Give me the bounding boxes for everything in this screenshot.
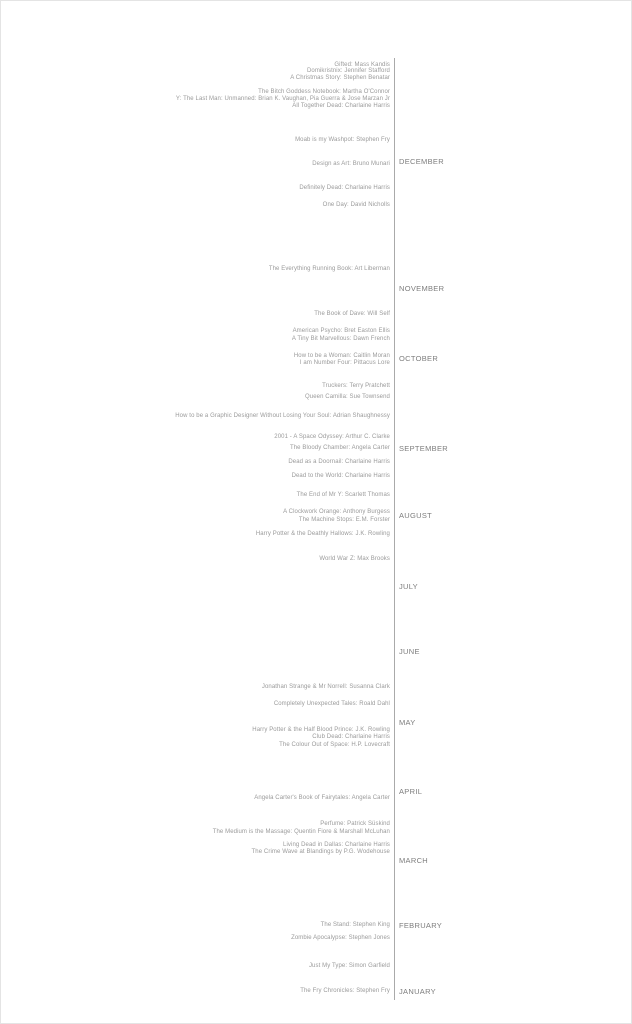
book-entry: Living Dead in Dallas: Charlaine Harris — [283, 842, 390, 848]
book-entry: The Machine Stops: E.M. Forster — [298, 517, 390, 523]
book-entry: I am Number Four: Pittacus Lore — [299, 360, 390, 366]
book-entry: The Bloody Chamber: Angela Carter — [289, 445, 390, 451]
book-entry: The Fry Chronicles: Stephen Fry — [300, 988, 390, 994]
book-entry: Perfume: Patrick Süskind — [320, 821, 390, 827]
book-entry: Design as Art: Bruno Munari — [312, 161, 390, 167]
book-entry: Truckers: Terry Pratchett — [322, 383, 390, 389]
book-entry: Harry Potter & the Half Blood Prince: J.K. Rowling — [252, 727, 390, 733]
book-entry: How to be a Woman: Caitlin Moran — [293, 353, 390, 359]
book-entry: Zombie Apocalypse: Stephen Jones — [291, 935, 390, 941]
book-entry: The Crime Wave at Blandings by P.G. Wodehouse — [251, 849, 390, 855]
month-label: MAY — [399, 718, 416, 727]
book-entry: Gifted: Mass Kandis — [334, 62, 390, 68]
month-label: AUGUST — [399, 511, 433, 520]
month-label: JANUARY — [399, 987, 436, 996]
book-entry: One Day: David Nicholls — [322, 202, 390, 208]
book-entry: Club Dead: Charlaine Harris — [312, 734, 390, 740]
book-entry: World War Z: Max Brooks — [319, 556, 390, 562]
book-entry: Harry Potter & the Deathly Hallows: J.K. Rowling — [255, 531, 390, 537]
book-entry: Definitely Dead: Charlaine Harris — [299, 185, 390, 191]
book-entry: Domikristnix: Jennifer Stafford — [306, 68, 390, 74]
book-entry: The Book of Dave: Will Self — [314, 311, 390, 317]
book-entry: Angela Carter's Book of Fairytales: Angela Carter — [254, 795, 390, 801]
book-entry: Dead as a Doornail: Charlaine Harris — [288, 459, 390, 465]
book-entry: A Tiny Bit Marvellous: Dawn French — [291, 336, 390, 342]
month-label: JULY — [399, 582, 418, 591]
book-entry: The Stand: Stephen King — [320, 922, 390, 928]
timeline-axis — [394, 58, 395, 1000]
book-entry: Jonathan Strange & Mr Norrell: Susanna Clark — [261, 684, 390, 690]
month-label: FEBRUARY — [399, 921, 443, 930]
book-entry: Completely Unexpected Tales: Roald Dahl — [273, 701, 390, 707]
book-entry: All Together Dead: Charlaine Harris — [292, 103, 390, 109]
month-label: APRIL — [399, 787, 423, 796]
month-label: NOVEMBER — [399, 284, 445, 293]
book-entry: Dead to the World: Charlaine Harris — [291, 473, 390, 479]
book-entry: A Christmas Story: Stephen Benatar — [290, 75, 390, 81]
book-entry: 2001 - A Space Odyssey: Arthur C. Clarke — [274, 434, 390, 440]
book-entry: Queen Camilla: Sue Townsend — [305, 394, 390, 400]
month-label: JUNE — [399, 647, 420, 656]
book-entry: A Clockwork Orange: Anthony Burgess — [283, 509, 390, 515]
book-entry: The End of Mr Y: Scarlett Thomas — [296, 492, 390, 498]
month-label: SEPTEMBER — [399, 444, 448, 453]
book-entry: The Bitch Goddess Notebook: Martha O'Connor — [258, 89, 390, 95]
book-entry: Just My Type: Simon Garfield — [308, 963, 390, 969]
book-entry: The Medium is the Massage: Quentin Fiore & Marshall McLuhan — [212, 829, 390, 835]
book-entry: How to be a Graphic Designer Without Losing Your Soul: Adrian Shaughnessy — [175, 413, 390, 419]
month-label: DECEMBER — [399, 157, 444, 166]
month-label: OCTOBER — [399, 354, 439, 363]
book-entry: The Everything Running Book: Art Liberman — [268, 266, 390, 272]
book-entry: The Colour Out of Space: H.P. Lovecraft — [279, 742, 390, 748]
book-entry: American Psycho: Bret Easton Ellis — [292, 328, 390, 334]
book-entry: Y: The Last Man: Unmanned: Brian K. Vaughan, Pia Guerra & Jose Marzan Jr — [175, 96, 390, 102]
book-entry: Moab is my Washpot: Stephen Fry — [295, 137, 390, 143]
month-label: MARCH — [399, 856, 428, 865]
